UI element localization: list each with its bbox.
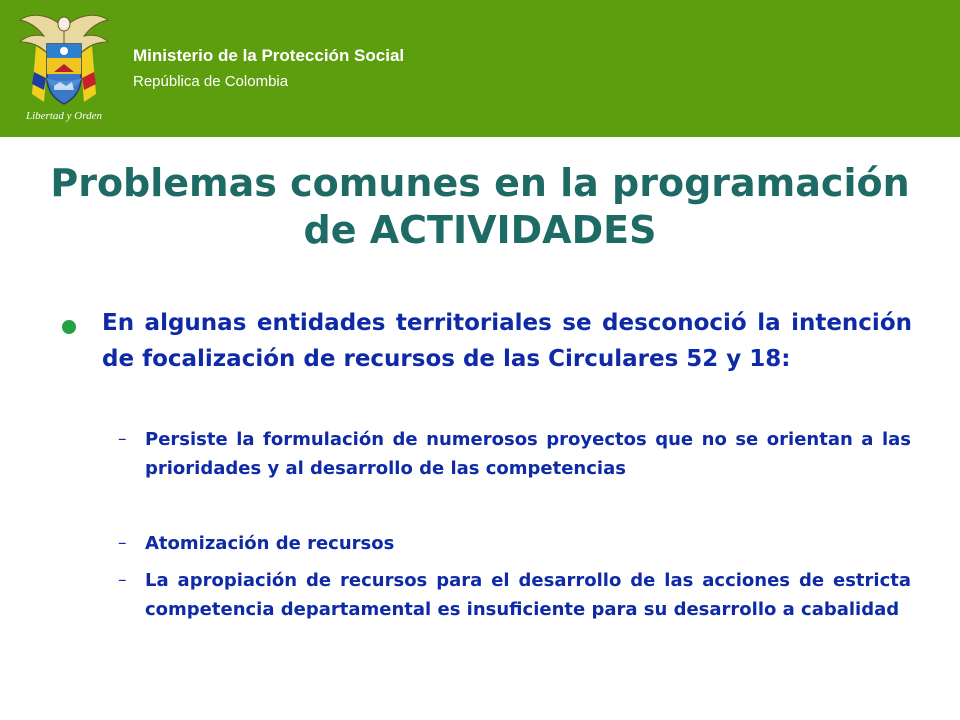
dash-icon: – — [118, 570, 127, 590]
motto-text: Libertad y Orden — [26, 110, 102, 122]
sub-bullet-text: La apropiación de recursos para el desarrollo de las acciones de estricta competencia departamental es insuficiente para su desarrollo a cabalidad — [145, 570, 911, 620]
main-bullet-text: En algunas entidades territoriales se desconoció la intención de focalización de recursos de las Circulares 52 y 18: — [102, 310, 912, 372]
slide-title: Problemas comunes en la programación de ACTIVIDADES — [50, 161, 910, 252]
dash-icon: – — [118, 429, 127, 449]
sub-bullet-3 — [118, 566, 911, 624]
bullet-dot-icon — [62, 320, 76, 334]
header-bar — [0, 0, 960, 137]
sub-bullet-text: Persiste la formulación de numerosos proyectos que no se orientan a las prioridades y al desarrollo de las competencias — [145, 429, 911, 479]
main-bullet — [62, 305, 912, 377]
sub-bullet-1 — [118, 425, 911, 483]
country-name: República de Colombia — [133, 73, 289, 90]
coat-of-arms-logo — [14, 6, 114, 131]
sub-bullet-text: Atomización de recursos — [145, 533, 395, 554]
sub-bullet-2 — [118, 529, 911, 558]
dash-icon: – — [118, 533, 127, 553]
ministry-name: Ministerio de la Protección Social — [133, 46, 405, 65]
